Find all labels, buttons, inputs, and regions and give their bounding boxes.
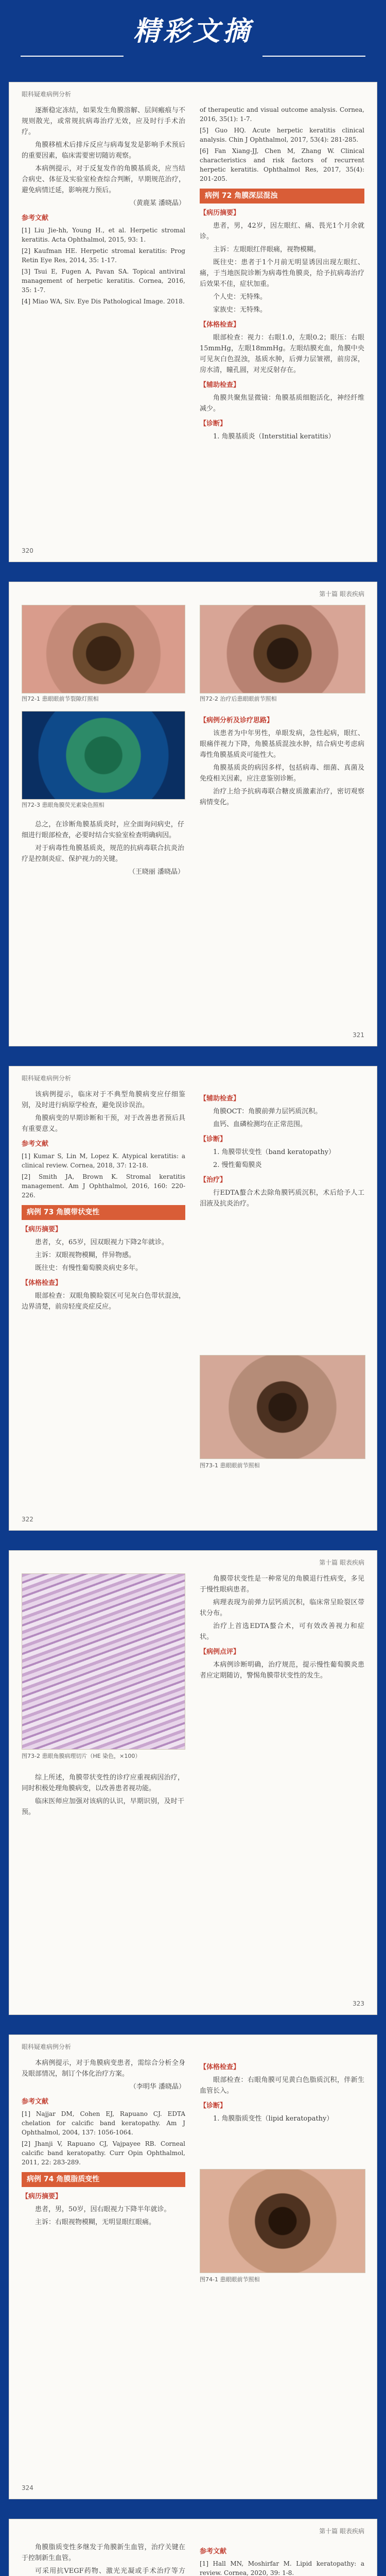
paragraph: 逐渐稳定冻结，如果发生角膜溶解、层间瘢痕与不规则散光，或常规抗病毒治疗无效，应及时行手术治疗。	[22, 107, 185, 136]
paragraph: 患者，男，50岁，因右眼视力下降半年就诊。	[35, 2206, 171, 2213]
right-column	[200, 105, 364, 444]
figure-caption: 图73-2 患眼角膜病理切片（HE 染色，×100）	[22, 1753, 141, 1759]
right-column	[200, 2058, 364, 2126]
eye-photo	[22, 711, 185, 800]
paragraph: 个人史：无特殊。	[213, 293, 267, 301]
eye-photo	[200, 2169, 365, 2273]
section-heading: 【体格检查】	[200, 321, 240, 329]
running-header: 眼科疑难病例分析	[22, 91, 72, 98]
refs-title: 参考文献	[22, 214, 49, 222]
header-rule-right	[262, 56, 365, 57]
reference: [4] Miao WA, Siv. Eye Dis Pathological Image. 2018.	[22, 298, 185, 305]
section-heading: 【病历摘要】	[22, 1226, 62, 1233]
book-page-5	[9, 2035, 377, 2499]
book-page-4	[9, 1551, 377, 2014]
right-column	[200, 1573, 364, 1683]
paragraph: 该病例提示，临床对于不典型角膜病变应仔细鉴别，及时进行病原学检查，避免误诊误治。	[22, 1091, 185, 1109]
reference: [6] Fan Xiang-JJ, Chen M, Zhang W. Clinical characteristics and risk factors of recurrent herpetic keratitis. Ophthalmol Res, 2017, 35(4): 201-205.	[200, 147, 364, 182]
paragraph: 患者，女，65岁，因双眼视力下降2年就诊。	[35, 1239, 168, 1246]
section-heading: 【诊断】	[200, 420, 227, 428]
left-column	[22, 2058, 185, 2230]
figure-caption: 图72-3 患眼角膜荧光素染色照相	[22, 802, 104, 808]
left-column	[22, 2542, 185, 2576]
case-title-bar: 病例 73 角膜带状变性	[22, 1205, 185, 1220]
paragraph: 角膜病变的早期诊断和干预，对于改善患者预后具有重要意义。	[22, 1114, 185, 1133]
book-page-1	[9, 82, 377, 562]
paragraph: 角膜脂质变性多继发于角膜新生血管，治疗关键在于控制新生血管。	[22, 2544, 185, 2562]
section-heading: 【诊断】	[200, 1136, 227, 1143]
section-heading: 【治疗】	[200, 1176, 227, 1184]
paragraph: 治疗上给予抗病毒联合糖皮质激素治疗，密切观察病情变化。	[200, 788, 364, 806]
running-header: 眼科疑难病例分析	[22, 1075, 72, 1082]
paragraph: 血钙、血磷检测均在正常范围。	[213, 1121, 307, 1128]
refs-title: 参考文献	[22, 1140, 49, 1148]
paragraph: 主诉：右眼视物模糊，无明显眼红眼痛。	[35, 2218, 156, 2226]
book-page-6	[9, 2519, 377, 2576]
case-title-bar: 病例 74 角膜脂质变性	[22, 2172, 185, 2187]
list-item: 1. 角膜带状变性（band keratopathy）	[213, 1148, 336, 1156]
paragraph: 眼部检查：视力：右眼1.0，左眼0.2；眼压：右眼15mmHg，左眼18mmHg。左眼结膜充血，角膜中央可见灰白色混浊，基质水肿，后弹力层皱褶，前房深，房水清，瞳孔圆，对光反射存在。	[200, 334, 364, 374]
paragraph: 家族史：无特殊。	[213, 306, 267, 314]
paragraph: 既往史：有慢性葡萄膜炎病史多年。	[35, 1264, 143, 1272]
left-column	[22, 105, 185, 308]
figure-caption: 图72-1 患眼眼前节裂隙灯照相	[22, 696, 99, 702]
author-sign: （黄鹿某 潘晓晶）	[129, 199, 185, 207]
reference: [3] Tsui E, Fugen A, Pavan SA. Topical antiviral management of herpetic keratitis. Cornea, 2016, 35: 1-7.	[22, 268, 185, 294]
right-column	[200, 711, 364, 810]
reference: [2] Kaufman HE. Herpetic stromal keratitis: Prog Retin Eye Res, 2014, 35: 1-17.	[22, 247, 185, 264]
reference: [1] Najjar DM, Cohen EJ, Rapuano CJ. EDTA chelation for calcific band keratopathy. Am J Ophthalmol, 2004, 137: 1056-1064.	[22, 2110, 185, 2136]
right-column	[200, 1089, 364, 1211]
refs-title: 参考文献	[200, 2548, 227, 2555]
list-item: 1. 角膜脂质变性（lipid keratopathy）	[213, 2115, 334, 2123]
running-header: 眼科疑难病例分析	[22, 2043, 72, 2050]
figure-caption: 图74-1 患眼眼前节照相	[200, 2276, 260, 2283]
paragraph: 主诉：左眼眼红伴眼痛，视物模糊。	[213, 246, 321, 253]
page-number: 324	[22, 2484, 33, 2492]
header-title: 精彩文摘	[133, 16, 253, 47]
paragraph: 眼部检查：双眼角膜睑裂区可见灰白色带状混浊，边界清楚，前房轻度炎症反应。	[22, 1292, 185, 1311]
paragraph: 角膜基质炎的病因多样，包括病毒、细菌、真菌及免疫相关因素，应注意鉴别诊断。	[200, 764, 364, 783]
paragraph: 总之，在诊断角膜基质炎时，应全面询问病史，仔细进行眼部检查，必要时结合实验室检查明确病因。	[22, 821, 184, 839]
reference: of therapeutic and visual outcome analysis. Cornea, 2016, 35(1): 1-7.	[200, 106, 364, 123]
book-page-3	[9, 1066, 377, 1530]
case-title-bar: 病例 72 角膜深层混浊	[200, 189, 364, 204]
page-number: 323	[353, 2000, 364, 2007]
eye-photo	[200, 1355, 365, 1459]
paragraph: 临床医师应加强对该病的认识，早期识别，及时干预。	[22, 1798, 184, 1816]
paragraph: 本病例提示，对于角膜病变患者，需综合分析全身及眼部情况，制订个体化治疗方案。	[22, 2059, 185, 2078]
left-column	[22, 819, 184, 879]
paragraph: 1. 角膜基质炎（Interstitial keratitis）	[213, 433, 335, 440]
book-page-2	[9, 582, 377, 1046]
reference: [5] Guo HQ. Acute herpetic keratitis clinical analysis. Chin J Ophthalmol, 2017, 53(4): 281-285.	[200, 127, 364, 143]
section-heading: 【诊断】	[200, 2102, 227, 2110]
right-column	[200, 2542, 364, 2576]
reference: [2] Jhanji V, Rapuano CJ, Vajpayee RB. Corneal calcific band keratopathy. Curr Opin Ophthalmol, 2011, 22: 283-289.	[22, 2140, 185, 2166]
paragraph: 角膜OCT：角膜前弹力层钙质沉积。	[213, 1108, 322, 1115]
section-heading: 【辅助检查】	[200, 381, 240, 389]
page-number: 321	[353, 1031, 364, 1039]
pathology-photo	[22, 1573, 185, 1750]
reference: [1] Hall MN, Moshirfar M. Lipid keratopathy: a review. Cornea, 2020, 39: 1-8.	[200, 2560, 364, 2576]
paragraph: 对于病毒性角膜基质炎，规范的抗病毒联合抗炎治疗是控制炎症、保护视力的关键。	[22, 844, 184, 863]
paragraph: 本病例诊断明确，治疗规范，提示慢性葡萄膜炎患者应定期随访，警惕角膜带状变性的发生。	[200, 1661, 364, 1680]
paragraph: 治疗上首选EDTA螯合术，可有效改善视力和症状。	[200, 1622, 364, 1641]
reference: [1] Liu Jie-hh, Young H., et al. Herpetic stromal keratitis. Acta Ophthalmol, 2015, 93: 1.	[22, 227, 185, 243]
page-number: 320	[22, 547, 33, 554]
paragraph: 行EDTA螯合术去除角膜钙质沉积，术后给予人工泪液及抗炎治疗。	[200, 1189, 364, 1208]
refs-title: 参考文献	[22, 2098, 49, 2106]
reference: [1] Kumar S, Lin M, Lopez K. Atypical keratitis: a clinical review. Cornea, 2018, 37: 12-18.	[22, 1153, 185, 1169]
paragraph: 患者，男，42岁，因左眼红、痛、畏光1个月余就诊。	[200, 222, 364, 241]
paragraph: 病理表现为前弹力层钙质沉积，临床常呈睑裂区带状分布。	[200, 1599, 364, 1617]
paragraph: 既往史：患者于1个月前无明显诱因出现左眼红、痛，于当地医院诊断为病毒性角膜炎，给予抗病毒治疗后效果不佳，症状加重。	[200, 259, 364, 288]
author-sign: （王晓丽 潘晓晶）	[128, 868, 184, 876]
running-header: 第十篇 眼表疾病	[319, 1559, 364, 1566]
header-banner	[0, 0, 386, 62]
running-header: 第十篇 眼表疾病	[319, 2528, 364, 2535]
section-heading: 【病例点评】	[200, 1648, 240, 1656]
left-column	[22, 1089, 185, 1314]
page-number: 322	[22, 1516, 33, 1523]
reference: [2] Smith JA, Brown K. Stromal keratitis management. Am J Ophthalmol, 2016, 160: 220-226.	[22, 1173, 185, 1199]
section-heading: 【体格检查】	[22, 1279, 62, 1287]
eye-photo	[200, 605, 365, 693]
paragraph: 综上所述，角膜带状变性的诊疗应重视病因治疗，同时积极处理角膜病变，以改善患者视功能。	[22, 1774, 184, 1792]
running-header: 第十篇 眼表疾病	[319, 590, 364, 598]
paragraph: 主诉：双眼视物模糊，伴异物感。	[35, 1251, 136, 1259]
header-rule-left	[21, 56, 124, 57]
left-column	[22, 1772, 184, 1820]
section-heading: 【病例分析及诊疗思路】	[200, 717, 274, 724]
paragraph: 角膜移植术后排斥反应与病毒复发是影响手术预后的重要因素，临床需要密切随访观察。	[22, 141, 185, 160]
paragraph: 角膜带状变性是一种常见的角膜退行性病变，多见于慢性眼病患者。	[200, 1575, 364, 1594]
eye-photo	[22, 605, 185, 693]
paragraph: 本病例提示，对于反复发作的角膜基质炎，应当结合病史、体征及实验室检查综合判断，早期规范治疗，避免病情迁延，影响视力预后。	[22, 165, 185, 194]
section-heading: 【病历摘要】	[200, 209, 240, 217]
section-heading: 【辅助检查】	[200, 1095, 240, 1103]
section-heading: 【体格检查】	[200, 2063, 240, 2071]
paragraph: 该患者为中年男性，单眼发病，急性起病，眼红、眼痛伴视力下降，角膜基质混浊水肿，结合病史考虑病毒性角膜基质炎可能性大。	[200, 730, 364, 759]
paragraph: 角膜共聚焦显微镜：角膜基质细胞活化，神经纤维减少。	[200, 394, 364, 413]
list-item: 2. 慢性葡萄膜炎	[213, 1161, 262, 1169]
author-sign: （李明华 潘晓晶）	[129, 2083, 185, 2091]
paragraph: 可采用抗VEGF药物、激光光凝或手术治疗等方	[35, 2567, 185, 2575]
figure-caption: 图72-2 治疗后患眼眼前节照相	[200, 696, 277, 702]
paragraph: 眼部检查：右眼角膜可见黄白色脂质沉积，伴新生血管长入。	[200, 2076, 364, 2095]
section-heading: 【病历摘要】	[22, 2193, 62, 2200]
figure-caption: 图73-1 患眼眼前节照相	[200, 1462, 260, 1469]
